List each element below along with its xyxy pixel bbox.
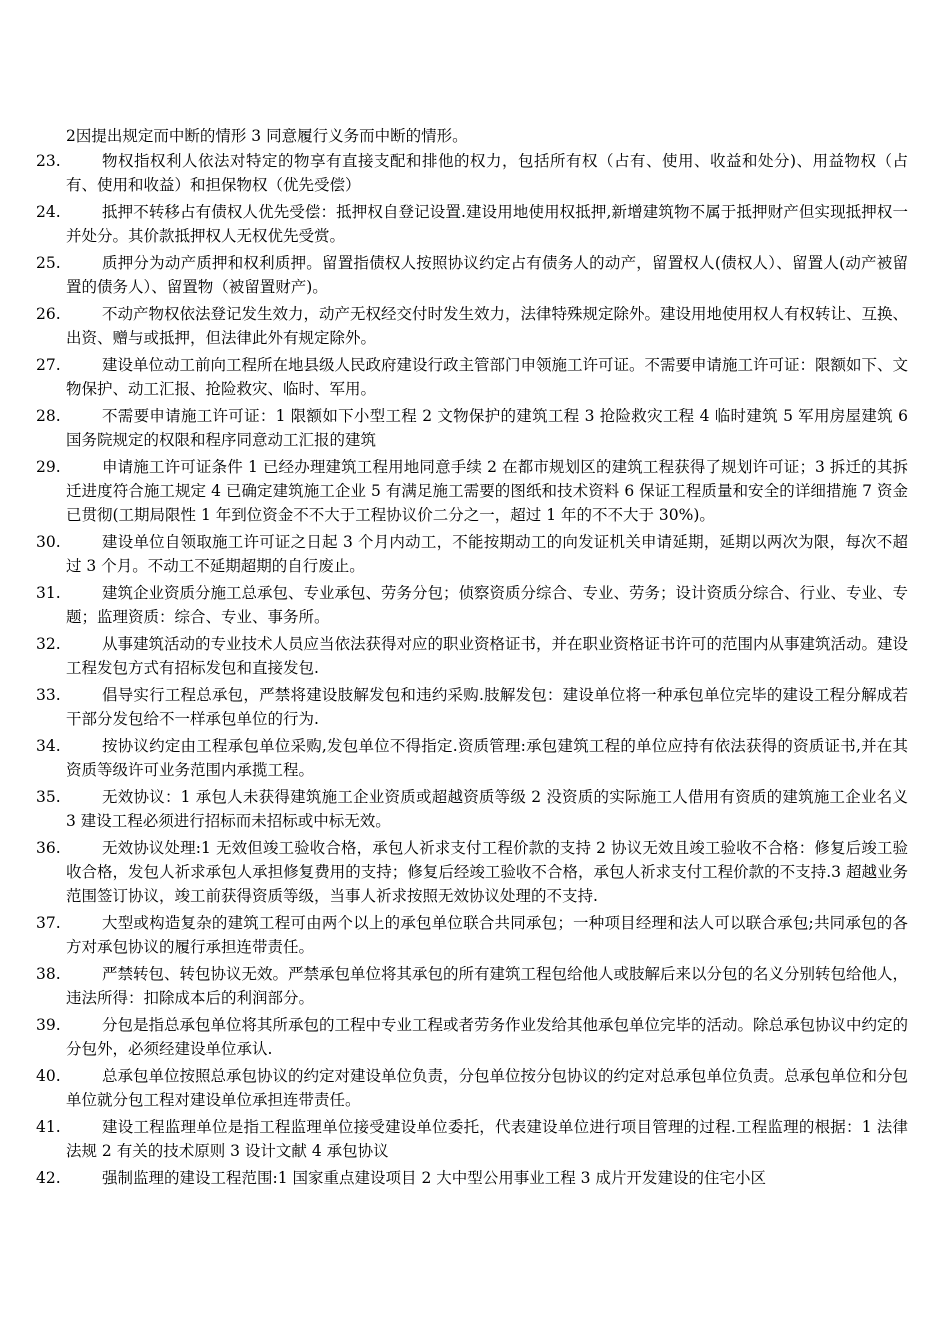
numbered-list xyxy=(36,149,908,1193)
list-item xyxy=(36,785,908,833)
item-number: 24. xyxy=(36,203,61,221)
list-item xyxy=(36,251,908,299)
item-number: 38. xyxy=(36,965,61,983)
item-text: 申请施工许可证条件 1 已经办理建筑工程用地同意手续 2 在都市规划区的建筑工程获得了规划许可证；3 拆迁的其拆迁进度符合施工规定 4 已确定建筑施工企业 5 有满足施工需要的图纸和技术资料 6 保证工程质量和安全的详细措施 7 资金已贯彻(工期局限性 1 年到位资金不不大于工程协议价二分之一，超过 1 年的不不大于 30%)。 xyxy=(66,458,908,524)
item-number: 35. xyxy=(36,788,61,806)
item-number: 23. xyxy=(36,152,61,170)
list-item xyxy=(36,530,908,578)
item-text: 按协议约定由工程承包单位采购,发包单位不得指定.资质管理:承包建筑工程的单位应持有依法获得的资质证书,并在其资质等级许可业务范围内承揽工程。 xyxy=(66,737,908,779)
item-number: 34. xyxy=(36,737,61,755)
list-item xyxy=(36,302,908,350)
item-text: 建设单位动工前向工程所在地县级人民政府建设行政主管部门申领施工许可证。不需要申请施工许可证：限额如下、文物保护、动工汇报、抢险救灾、临时、军用。 xyxy=(66,356,909,398)
item-text: 严禁转包、转包协议无效。严禁承包单位将其承包的所有建筑工程包给他人或肢解后来以分包的名义分别转包给他人，违法所得：扣除成本后的利润部分。 xyxy=(66,965,909,1007)
item-number: 26. xyxy=(36,305,61,323)
item-number: 42. xyxy=(36,1169,61,1187)
item-number: 31. xyxy=(36,584,61,602)
list-item xyxy=(36,911,908,959)
list-item xyxy=(36,1013,908,1061)
item-text: 物权指权利人依法对特定的物享有直接支配和排他的权力，包括所有权（占有、使用、收益和处分)、用益物权（占有、使用和收益）和担保物权（优先受偿） xyxy=(66,152,908,194)
item-text: 总承包单位按照总承包协议的约定对建设单位负责，分包单位按分包协议的约定对总承包单位负责。总承包单位和分包单位就分包工程对建设单位承担连带责任。 xyxy=(66,1067,909,1109)
list-item xyxy=(36,1115,908,1163)
item-text: 质押分为动产质押和权利质押。留置指债权人按照协议约定占有债务人的动产，留置权人(债权人）、留置人(动产被留置的债务人）、留置物（被留置财产)。 xyxy=(66,254,908,296)
item-number: 40. xyxy=(36,1067,61,1085)
item-text: 倡导实行工程总承包，严禁将建设肢解发包和违约采购.肢解发包：建设单位将一种承包单位完毕的建设工程分解成若干部分发包给不一样承包单位的行为. xyxy=(66,686,908,728)
item-text: 抵押不转移占有债权人优先受偿：抵押权自登记设置.建设用地使用权抵押,新增建筑物不属于抵押财产但实现抵押权一并处分。其价款抵押权人无权优先受赏。 xyxy=(66,203,908,245)
item-number: 25. xyxy=(36,254,61,272)
list-item xyxy=(36,1166,908,1190)
item-text: 建设单位自领取施工许可证之日起 3 个月内动工，不能按期动工的向发证机关申请延期，延期以两次为限，每次不超过 3 个月。不动工不延期超期的自行废止。 xyxy=(66,533,908,575)
item-number: 30. xyxy=(36,533,61,551)
item-number: 41. xyxy=(36,1118,61,1136)
list-item xyxy=(36,1064,908,1112)
list-item xyxy=(36,353,908,401)
item-text: 无效协议：1 承包人未获得建筑施工企业资质或超越资质等级 2 没资质的实际施工人借用有资质的建筑施工企业名义 3 建设工程必须进行招标而未招标或中标无效。 xyxy=(66,788,908,830)
item-text: 大型或构造复杂的建筑工程可由两个以上的承包单位联合共同承包；一种项目经理和法人可以联合承包;共同承包的各方对承包协议的履行承担连带责任。 xyxy=(66,914,908,956)
list-item xyxy=(36,581,908,629)
item-number: 28. xyxy=(36,407,61,425)
list-item xyxy=(36,734,908,782)
list-item xyxy=(36,962,908,1010)
continuation-paragraph: 2因提出规定而中断的情形 3 同意履行义务而中断的情形。 xyxy=(66,127,468,145)
list-item xyxy=(36,149,908,197)
list-item xyxy=(36,404,908,452)
item-number: 37. xyxy=(36,914,61,932)
item-text: 建设工程监理单位是指工程监理单位接受建设单位委托，代表建设单位进行项目管理的过程.工程监理的根据：1 法律法规 2 有关的技术原则 3 设计文献 4 承包协议 xyxy=(66,1118,908,1160)
item-text: 从事建筑活动的专业技术人员应当依法获得对应的职业资格证书，并在职业资格证书许可的范围内从事建筑活动。建设工程发包方式有招标发包和直接发包. xyxy=(66,635,909,677)
item-text: 分包是指总承包单位将其所承包的工程中专业工程或者劳务作业发给其他承包单位完毕的活动。除总承包协议中约定的分包外，必须经建设单位承认. xyxy=(66,1016,909,1058)
list-item xyxy=(36,200,908,248)
item-text: 强制监理的建设工程范围:1 国家重点建设项目 2 大中型公用事业工程 3 成片开发建设的住宅小区 xyxy=(102,1169,766,1187)
item-number: 27. xyxy=(36,356,61,374)
list-item xyxy=(36,683,908,731)
item-number: 33. xyxy=(36,686,61,704)
list-item xyxy=(36,455,908,527)
list-item xyxy=(36,836,908,908)
item-text: 不需要申请施工许可证：1 限额如下小型工程 2 文物保护的建筑工程 3 抢险救灾工程 4 临时建筑 5 军用房屋建筑 6 国务院规定的权限和程序同意动工汇报的建筑 xyxy=(66,407,908,449)
item-number: 36. xyxy=(36,839,61,857)
item-text: 建筑企业资质分施工总承包、专业承包、劳务分包；侦察资质分综合、专业、劳务；设计资质分综合、行业、专业、专题；监理资质：综合、专业、事务所。 xyxy=(66,584,909,626)
list-item xyxy=(36,632,908,680)
item-number: 29. xyxy=(36,458,61,476)
item-text: 无效协议处理:1 无效但竣工验收合格，承包人祈求支付工程价款的支持 2 协议无效且竣工验收不合格：修复后竣工验收合格，发包人祈求承包人承担修复费用的支持；修复后经竣工验收不合格，承包人祈求支付工程价款的不支持.3 超越业务范围签订协议，竣工前获得资质等级，当事人祈求按照无效协议处理的不支持. xyxy=(66,839,908,905)
item-number: 32. xyxy=(36,635,61,653)
item-text: 不动产物权依法登记发生效力，动产无权经交付时发生效力，法律特殊规定除外。建设用地使用权人有权转让、互换、出资、赠与或抵押，但法律此外有规定除外。 xyxy=(66,305,909,347)
item-number: 39. xyxy=(36,1016,61,1034)
